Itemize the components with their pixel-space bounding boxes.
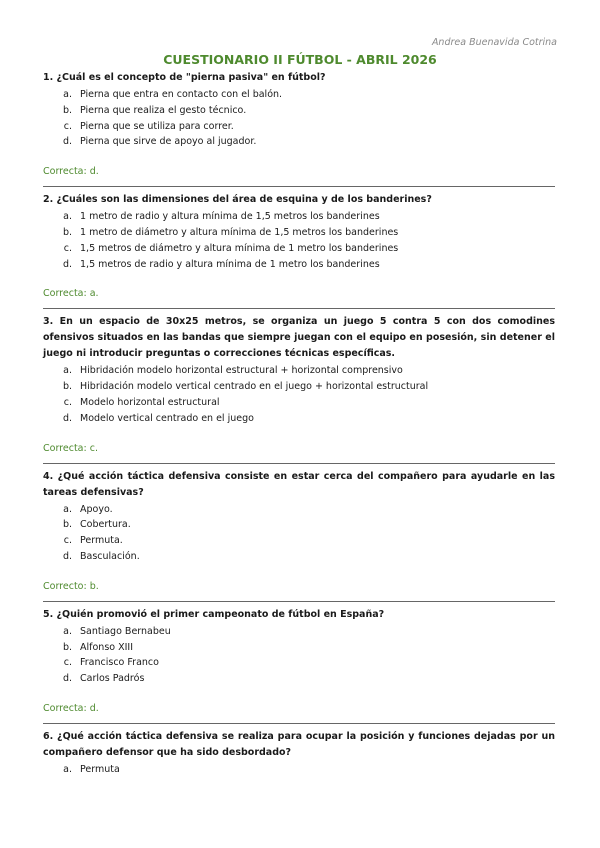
option-item xyxy=(43,640,555,656)
option-text: Modelo horizontal estructural xyxy=(80,396,220,408)
option-item xyxy=(43,363,555,379)
option-text: Cobertura. xyxy=(80,519,131,531)
option-letter: a. xyxy=(63,211,72,223)
question-1 xyxy=(43,70,555,187)
option-letter: b. xyxy=(62,519,72,531)
divider xyxy=(43,186,555,187)
option-text: Permuta xyxy=(80,763,120,775)
option-item xyxy=(43,395,555,411)
option-letter: c. xyxy=(63,657,72,669)
option-text: Santiago Bernabeu xyxy=(80,625,171,637)
option-letter: a. xyxy=(63,365,72,377)
option-letter: b. xyxy=(62,641,72,653)
question-text: 4. ¿Qué acción táctica defensiva consiste en estar cerca del compañero para ayudarle en las tareas defensivas? xyxy=(43,470,555,498)
option-letter: c. xyxy=(63,242,72,254)
option-letter: b. xyxy=(62,104,72,116)
option-letter: a. xyxy=(63,625,72,637)
question-text: 5. ¿Quién promovió el primer campeonato de fútbol en España? xyxy=(43,608,385,620)
correct-answer: Correcto: b. xyxy=(43,580,99,592)
option-letter: c. xyxy=(63,120,72,132)
question-list xyxy=(43,70,555,778)
option-text: Alfonso XIII xyxy=(80,641,134,653)
option-list xyxy=(43,363,555,426)
question-text: 1. ¿Cuál es el concepto de "pierna pasiva" en fútbol? xyxy=(43,72,326,83)
option-item xyxy=(43,209,555,225)
question-text: 6. ¿Qué acción táctica defensiva se realiza para ocupar la posición y funciones dejadas por un compañero defensor que ha sido desbordado? xyxy=(43,730,555,758)
option-text: Modelo vertical centrado en el juego xyxy=(80,412,254,424)
option-item xyxy=(43,517,555,533)
option-item xyxy=(43,549,555,565)
divider xyxy=(43,463,555,464)
option-item xyxy=(43,533,555,549)
option-letter: b. xyxy=(62,226,72,238)
question-3 xyxy=(43,314,555,463)
option-item xyxy=(43,119,555,135)
question-6 xyxy=(43,729,555,778)
option-text: Basculación. xyxy=(80,550,140,562)
option-letter: a. xyxy=(63,503,72,515)
option-letter: d. xyxy=(62,550,72,562)
option-item xyxy=(43,655,555,671)
option-text: Pierna que sirve de apoyo al jugador. xyxy=(80,136,257,148)
correct-answer: Correcta: c. xyxy=(43,442,98,454)
option-item xyxy=(43,103,555,119)
option-text: 1,5 metros de radio y altura mínima de 1 metro los banderines xyxy=(80,258,380,270)
correct-answer: Correcta: d. xyxy=(43,702,99,714)
option-text: Hibridación modelo vertical centrado en el juego + horizontal estructural xyxy=(80,381,429,393)
option-letter: c. xyxy=(63,535,72,547)
page-title: CUESTIONARIO II FÚTBOL - ABRIL 2026 xyxy=(163,52,437,67)
option-list xyxy=(43,762,555,778)
option-text: 1,5 metros de diámetro y altura mínima de 1 metro los banderines xyxy=(80,242,399,254)
question-text: 2. ¿Cuáles son las dimensiones del área de esquina y de los banderines? xyxy=(43,194,432,206)
option-item xyxy=(43,225,555,241)
option-list xyxy=(43,624,555,687)
question-2 xyxy=(43,192,555,309)
option-item xyxy=(43,134,555,150)
option-list xyxy=(43,87,555,150)
option-letter: d. xyxy=(62,258,72,270)
option-text: Pierna que se utiliza para correr. xyxy=(80,120,234,132)
option-letter: a. xyxy=(63,763,72,775)
option-item xyxy=(43,671,555,687)
divider xyxy=(43,601,555,602)
option-letter: b. xyxy=(62,381,72,393)
option-text: Pierna que entra en contacto con el balón. xyxy=(80,89,283,100)
option-list xyxy=(43,209,555,272)
question-4 xyxy=(43,469,555,602)
option-letter: d. xyxy=(62,412,72,424)
divider xyxy=(43,723,555,724)
divider xyxy=(43,308,555,309)
option-letter: a. xyxy=(63,89,72,100)
option-text: Carlos Padrós xyxy=(80,673,145,685)
question-5 xyxy=(43,607,555,724)
option-item xyxy=(43,379,555,395)
correct-answer: Correcta: d. xyxy=(43,166,99,178)
option-text: Apoyo. xyxy=(80,503,113,515)
correct-answer: Correcta: a. xyxy=(43,288,99,300)
option-text: Hibridación modelo horizontal estructural + horizontal comprensivo xyxy=(80,365,403,377)
option-text: 1 metro de diámetro y altura mínima de 1,5 metros los banderines xyxy=(80,226,399,238)
option-letter: c. xyxy=(63,396,72,408)
option-item xyxy=(43,257,555,273)
option-letter: d. xyxy=(62,136,72,148)
option-text: Francisco Franco xyxy=(80,657,159,669)
option-item xyxy=(43,624,555,640)
question-text: 3. En un espacio de 30x25 metros, se organiza un juego 5 contra 5 con dos comodines ofensivos situados en las bandas que siempre juegan con el equipo en posesión, sin detener el juego ni introducir preguntas o correcciones técnicas específicas. xyxy=(43,316,555,360)
option-text: Permuta. xyxy=(80,535,123,547)
option-item xyxy=(43,502,555,518)
option-item xyxy=(43,87,555,103)
option-item xyxy=(43,762,555,778)
option-letter: d. xyxy=(62,673,72,685)
author-name: Andrea Buenavida Cotrina xyxy=(431,37,557,48)
option-list xyxy=(43,502,555,565)
option-item xyxy=(43,241,555,257)
option-text: Pierna que realiza el gesto técnico. xyxy=(80,104,247,116)
option-item xyxy=(43,411,555,427)
option-text: 1 metro de radio y altura mínima de 1,5 metros los banderines xyxy=(80,211,380,223)
